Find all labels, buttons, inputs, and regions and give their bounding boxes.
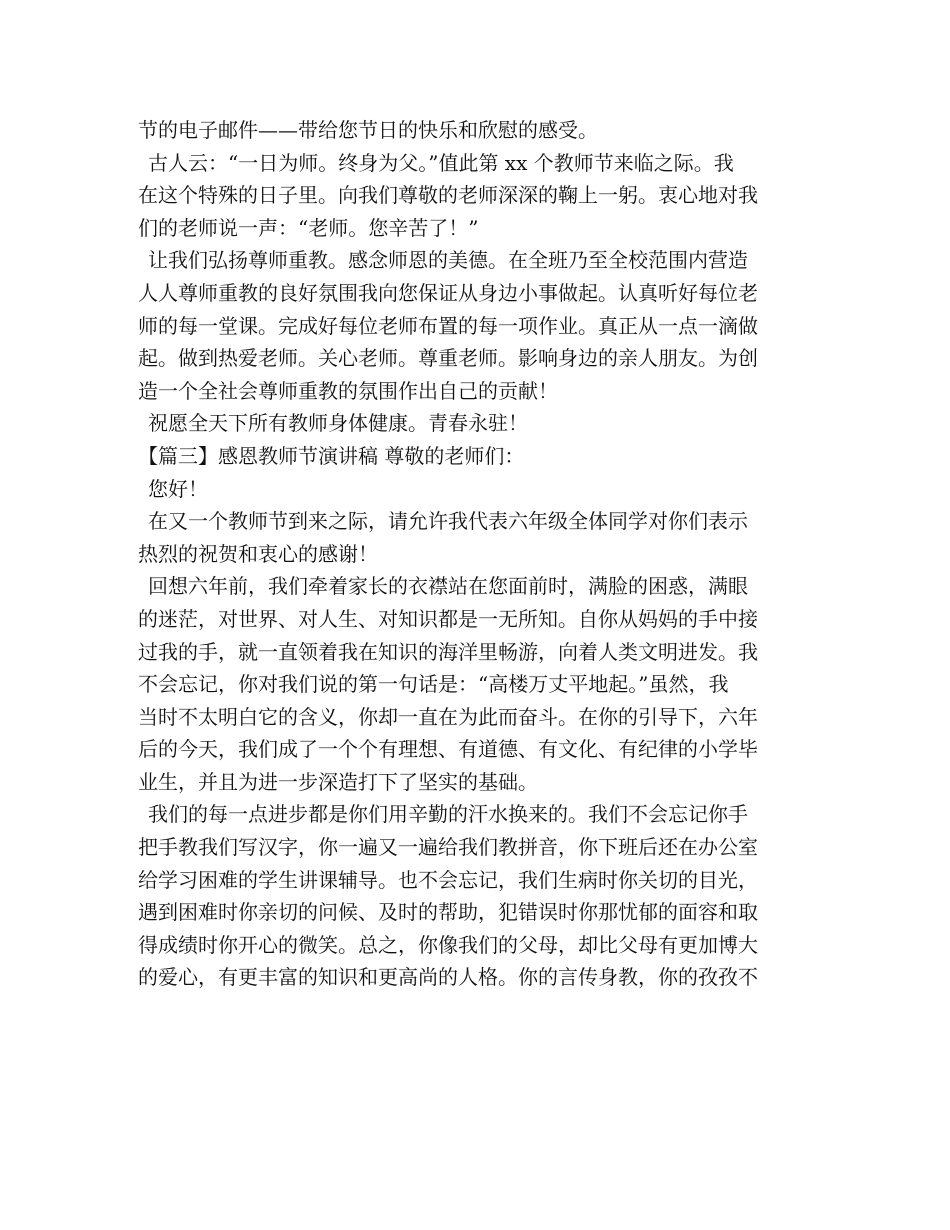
- text-line: 回想六年前，我们牵着家长的衣襟站在您面前时，满脸的困惑，满眼: [148, 574, 748, 599]
- text-line: 后的今天，我们成了一个个有理想、有道德、有文化、有纪律的小学毕: [138, 737, 758, 762]
- text-line: 节的电子邮件——带给您节日的快乐和欣慰的感受。: [138, 118, 598, 142]
- text-line: 给学习困难的学生讲课辅导。也不会忘记，我们生病时你关切的目光，: [138, 867, 758, 892]
- text-line: 得成绩时你开心的微笑。总之，你像我们的父母，却比父母有更加博大: [138, 932, 758, 957]
- text-line: 的迷茫，对世界、对人生、对知识都是一无所知。自你从妈妈的手中接: [138, 606, 758, 631]
- text-line: 把手教我们写汉字，你一遍又一遍给我们教拼音，你下班后还在办公室: [138, 835, 758, 860]
- text-line: 您好！: [148, 476, 208, 501]
- text-line: 我们的每一点进步都是你们用辛勤的汗水换来的。我们不会忘记你手: [148, 802, 748, 827]
- text-line: 热烈的祝贺和衷心的感谢！: [138, 541, 378, 566]
- text-line: 起。做到热爱老师。关心老师。尊重老师。影响身边的亲人朋友。为创: [138, 346, 758, 371]
- text-line: 当时不太明白它的含义，你却一直在为此而奋斗。在你的引导下，六年: [138, 704, 758, 729]
- text-line: 业生，并且为进一步深造打下了坚实的基础。: [138, 769, 538, 794]
- text-line: 遇到困难时你亲切的问候、及时的帮助，犯错误时你那忧郁的面容和取: [138, 900, 758, 925]
- text-line: 不会忘记，你对我们说的第一句话是：“高楼万丈平地起。”虽然，我: [138, 672, 729, 697]
- text-line: 造一个全社会尊师重教的氛围作出自己的贡献！: [138, 378, 558, 403]
- text-line: 让我们弘扬尊师重教。感念师恩的美德。在全班乃至全校范围内营造: [148, 248, 748, 273]
- text-line: 过我的手，就一直领着我在知识的海洋里畅游，向着人类文明进发。我: [138, 639, 758, 664]
- text-line: 人人尊师重教的良好氛围我向您保证从身边小事做起。认真听好每位老: [138, 280, 758, 305]
- text-line: 在又一个教师节到来之际，请允许我代表六年级全体同学对你们表示: [148, 509, 748, 534]
- text-line: 们的老师说一声：“老师。您辛苦了！”: [138, 215, 479, 240]
- text-line: 的爱心，有更丰富的知识和更高尚的人格。你的言传身教，你的孜孜不: [138, 965, 758, 990]
- text-line: 在这个特殊的日子里。向我们尊敬的老师深深的鞠上一躬。衷心地对我: [138, 183, 758, 208]
- text-line: 祝愿全天下所有教师身体健康。青春永驻！: [148, 411, 528, 436]
- text-line: 师的每一堂课。完成好每位老师布置的每一项作业。真正从一点一滴做: [138, 313, 758, 338]
- document-page: [138, 114, 818, 994]
- section-heading: 【篇三】感恩教师节演讲稿 尊敬的老师们：: [138, 443, 525, 468]
- text-line: 古人云：“一日为师。终身为父。”值此第 xx 个教师节来临之际。我: [148, 150, 734, 175]
